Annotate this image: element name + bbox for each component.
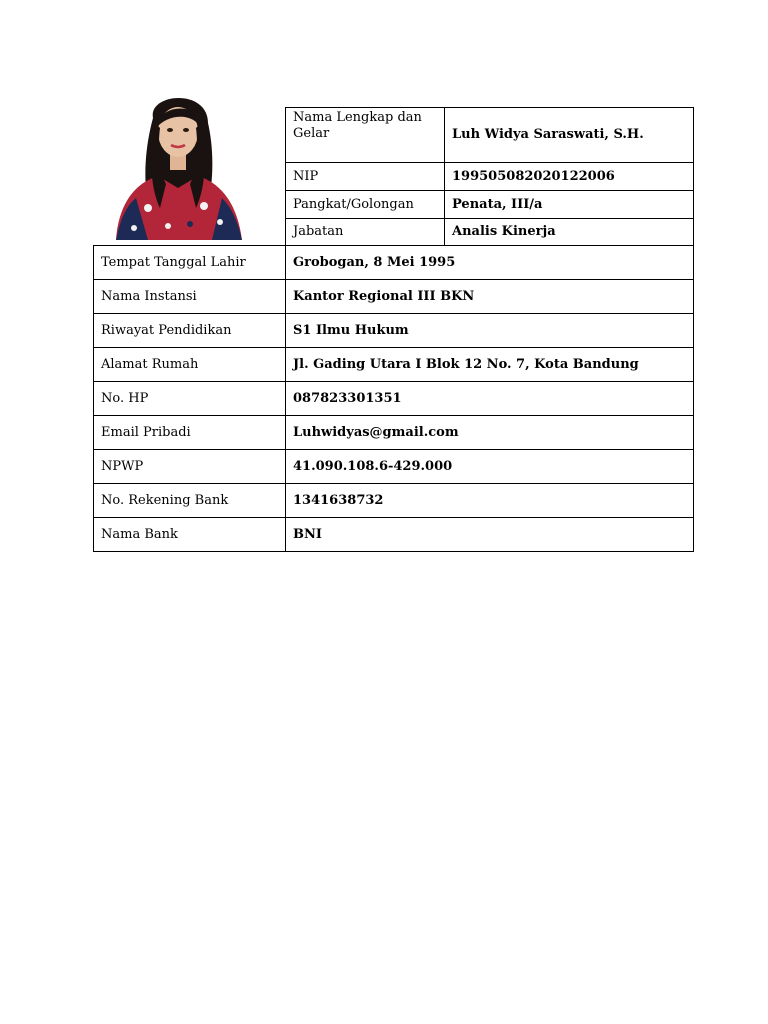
table-row bbox=[286, 163, 694, 191]
row-value: 087823301351 bbox=[286, 382, 694, 416]
row-value: 41.090.108.6-429.000 bbox=[286, 450, 694, 484]
row-value: Luhwidyas@gmail.com bbox=[286, 416, 694, 450]
row-value: Penata, III/a bbox=[445, 191, 694, 219]
row-value: Kantor Regional III BKN bbox=[286, 280, 694, 314]
row-value: Luh Widya Saraswati, S.H. bbox=[445, 108, 694, 163]
row-label: No. HP bbox=[94, 382, 286, 416]
profile-photo bbox=[108, 88, 248, 240]
table-row bbox=[286, 108, 694, 163]
table-row bbox=[94, 314, 694, 348]
table-row bbox=[94, 484, 694, 518]
table-row bbox=[94, 450, 694, 484]
row-value: S1 Ilmu Hukum bbox=[286, 314, 694, 348]
row-label: Email Pribadi bbox=[94, 416, 286, 450]
row-value: Analis Kinerja bbox=[445, 219, 694, 246]
details-table bbox=[93, 245, 694, 552]
row-value: 1341638732 bbox=[286, 484, 694, 518]
table-row bbox=[94, 348, 694, 382]
table-row bbox=[286, 191, 694, 219]
row-label: Jabatan bbox=[286, 219, 445, 246]
row-label: No. Rekening Bank bbox=[94, 484, 286, 518]
table-row bbox=[94, 280, 694, 314]
table-row bbox=[94, 518, 694, 552]
row-label: Alamat Rumah bbox=[94, 348, 286, 382]
table-row bbox=[94, 382, 694, 416]
table-row bbox=[94, 416, 694, 450]
row-value: 199505082020122006 bbox=[445, 163, 694, 191]
row-label: Nama Instansi bbox=[94, 280, 286, 314]
row-label: NIP bbox=[286, 163, 445, 191]
row-label: Riwayat Pendidikan bbox=[94, 314, 286, 348]
row-value: Grobogan, 8 Mei 1995 bbox=[286, 246, 694, 280]
row-label: NPWP bbox=[94, 450, 286, 484]
row-label: Nama Bank bbox=[94, 518, 286, 552]
table-row bbox=[286, 219, 694, 246]
row-label: Nama Lengkap dan Gelar bbox=[286, 108, 445, 163]
identity-table bbox=[285, 107, 694, 246]
row-value: BNI bbox=[286, 518, 694, 552]
row-label: Tempat Tanggal Lahir bbox=[94, 246, 286, 280]
row-value: Jl. Gading Utara I Blok 12 No. 7, Kota Bandung bbox=[286, 348, 694, 382]
table-row bbox=[94, 246, 694, 280]
row-label: Pangkat/Golongan bbox=[286, 191, 445, 219]
